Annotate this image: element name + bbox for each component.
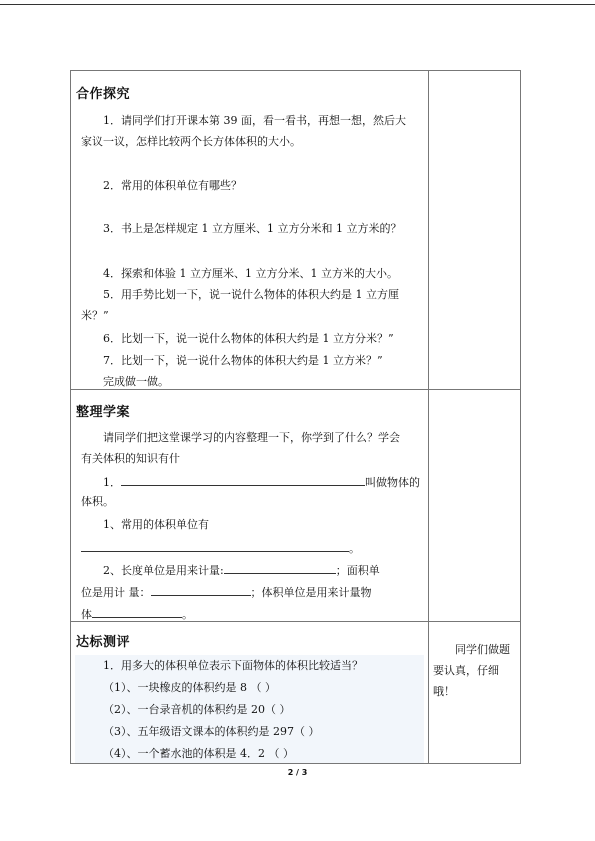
question-text: 。 [349, 542, 360, 555]
list-item: 家议一议，怎样比较两个长方体体积的大小。 [81, 135, 301, 148]
test-question: （1）、一块橡皮的体积约是 8 （ ） [103, 681, 276, 694]
list-item: 2．常用的体积单位有哪些？ [103, 179, 242, 192]
fill-in-question [103, 473, 420, 491]
question-number: 1． [103, 476, 121, 489]
test-question: （4）、一个蓄水池的体积是 4．2 （ ） [103, 747, 294, 760]
question-text: 叫做物体的 [365, 476, 420, 489]
list-item: 1．请同学们打开课本第 39 面，看一看书，再想一想，然后大 [103, 114, 406, 127]
section-heading-cooperate: 合作探究 [76, 87, 131, 102]
list-item: 米？” [81, 309, 109, 322]
question-text: 。 [182, 608, 193, 621]
question-text: 体积。 [81, 495, 114, 508]
side-note-line: 同学们做题 [455, 643, 510, 656]
question-text: 位是用计 量： [81, 586, 151, 599]
list-item: 3．书上是怎样规定 1 立方厘米、1 立方分米和 1 立方米的？ [103, 222, 402, 235]
test-question: （2）、一台录音机的体积约是 20（ ） [103, 703, 291, 716]
side-note [433, 639, 517, 702]
header-rule [0, 4, 595, 5]
question-text: 1、常用的体积单位有 [103, 518, 209, 531]
list-item: 4．探索和体验 1 立方厘米、1 立方分米、1 立方米的大小。 [103, 267, 398, 280]
list-item: 完成做一做。 [103, 375, 169, 388]
side-note-line: 要认真，仔细 [433, 664, 499, 677]
list-item: 6．比划一下，说一说什么物体的体积大约是 1 立方分米？” [103, 332, 394, 345]
section-heading-summary: 整理学案 [76, 405, 131, 420]
intro-text: 有关体积的知识有什 [81, 452, 180, 465]
fill-in-question [81, 583, 372, 601]
answer-blank[interactable] [121, 473, 365, 486]
question-text: ；面积单 [335, 564, 380, 577]
side-note-line: 哦！ [433, 685, 455, 698]
fill-in-question [81, 539, 360, 557]
list-item: 7．比划一下，说一说什么物体的体积大约是 1 立方米？” [103, 354, 383, 367]
answer-blank[interactable] [92, 605, 182, 618]
fill-in-question [81, 605, 193, 623]
test-question: 1．用多大的体积单位表示下面物体的体积比较适当？ [103, 659, 363, 672]
question-text: 体 [81, 608, 92, 621]
column-divider [428, 71, 429, 763]
answer-blank[interactable] [224, 561, 336, 574]
answer-blank[interactable] [81, 539, 349, 552]
list-item: 5．用手势比划一下，说一说什么物体的体积大约是 1 立方厘 [103, 288, 399, 301]
fill-in-question [103, 561, 380, 579]
worksheet-table [70, 70, 521, 764]
answer-blank[interactable] [151, 583, 251, 596]
intro-text: 请同学们把这堂课学习的内容整理一下，你学到了什么？学会 [103, 431, 400, 444]
question-text: ；体积单位是用来计量物 [250, 586, 372, 599]
question-text: 2、长度单位是用来计量: [103, 564, 224, 577]
test-question: （3）、五年级语文课本的体积约是 297（ ） [103, 725, 320, 738]
section-heading-test: 达标测评 [76, 635, 131, 650]
page-number: 2 / 3 [287, 768, 308, 777]
